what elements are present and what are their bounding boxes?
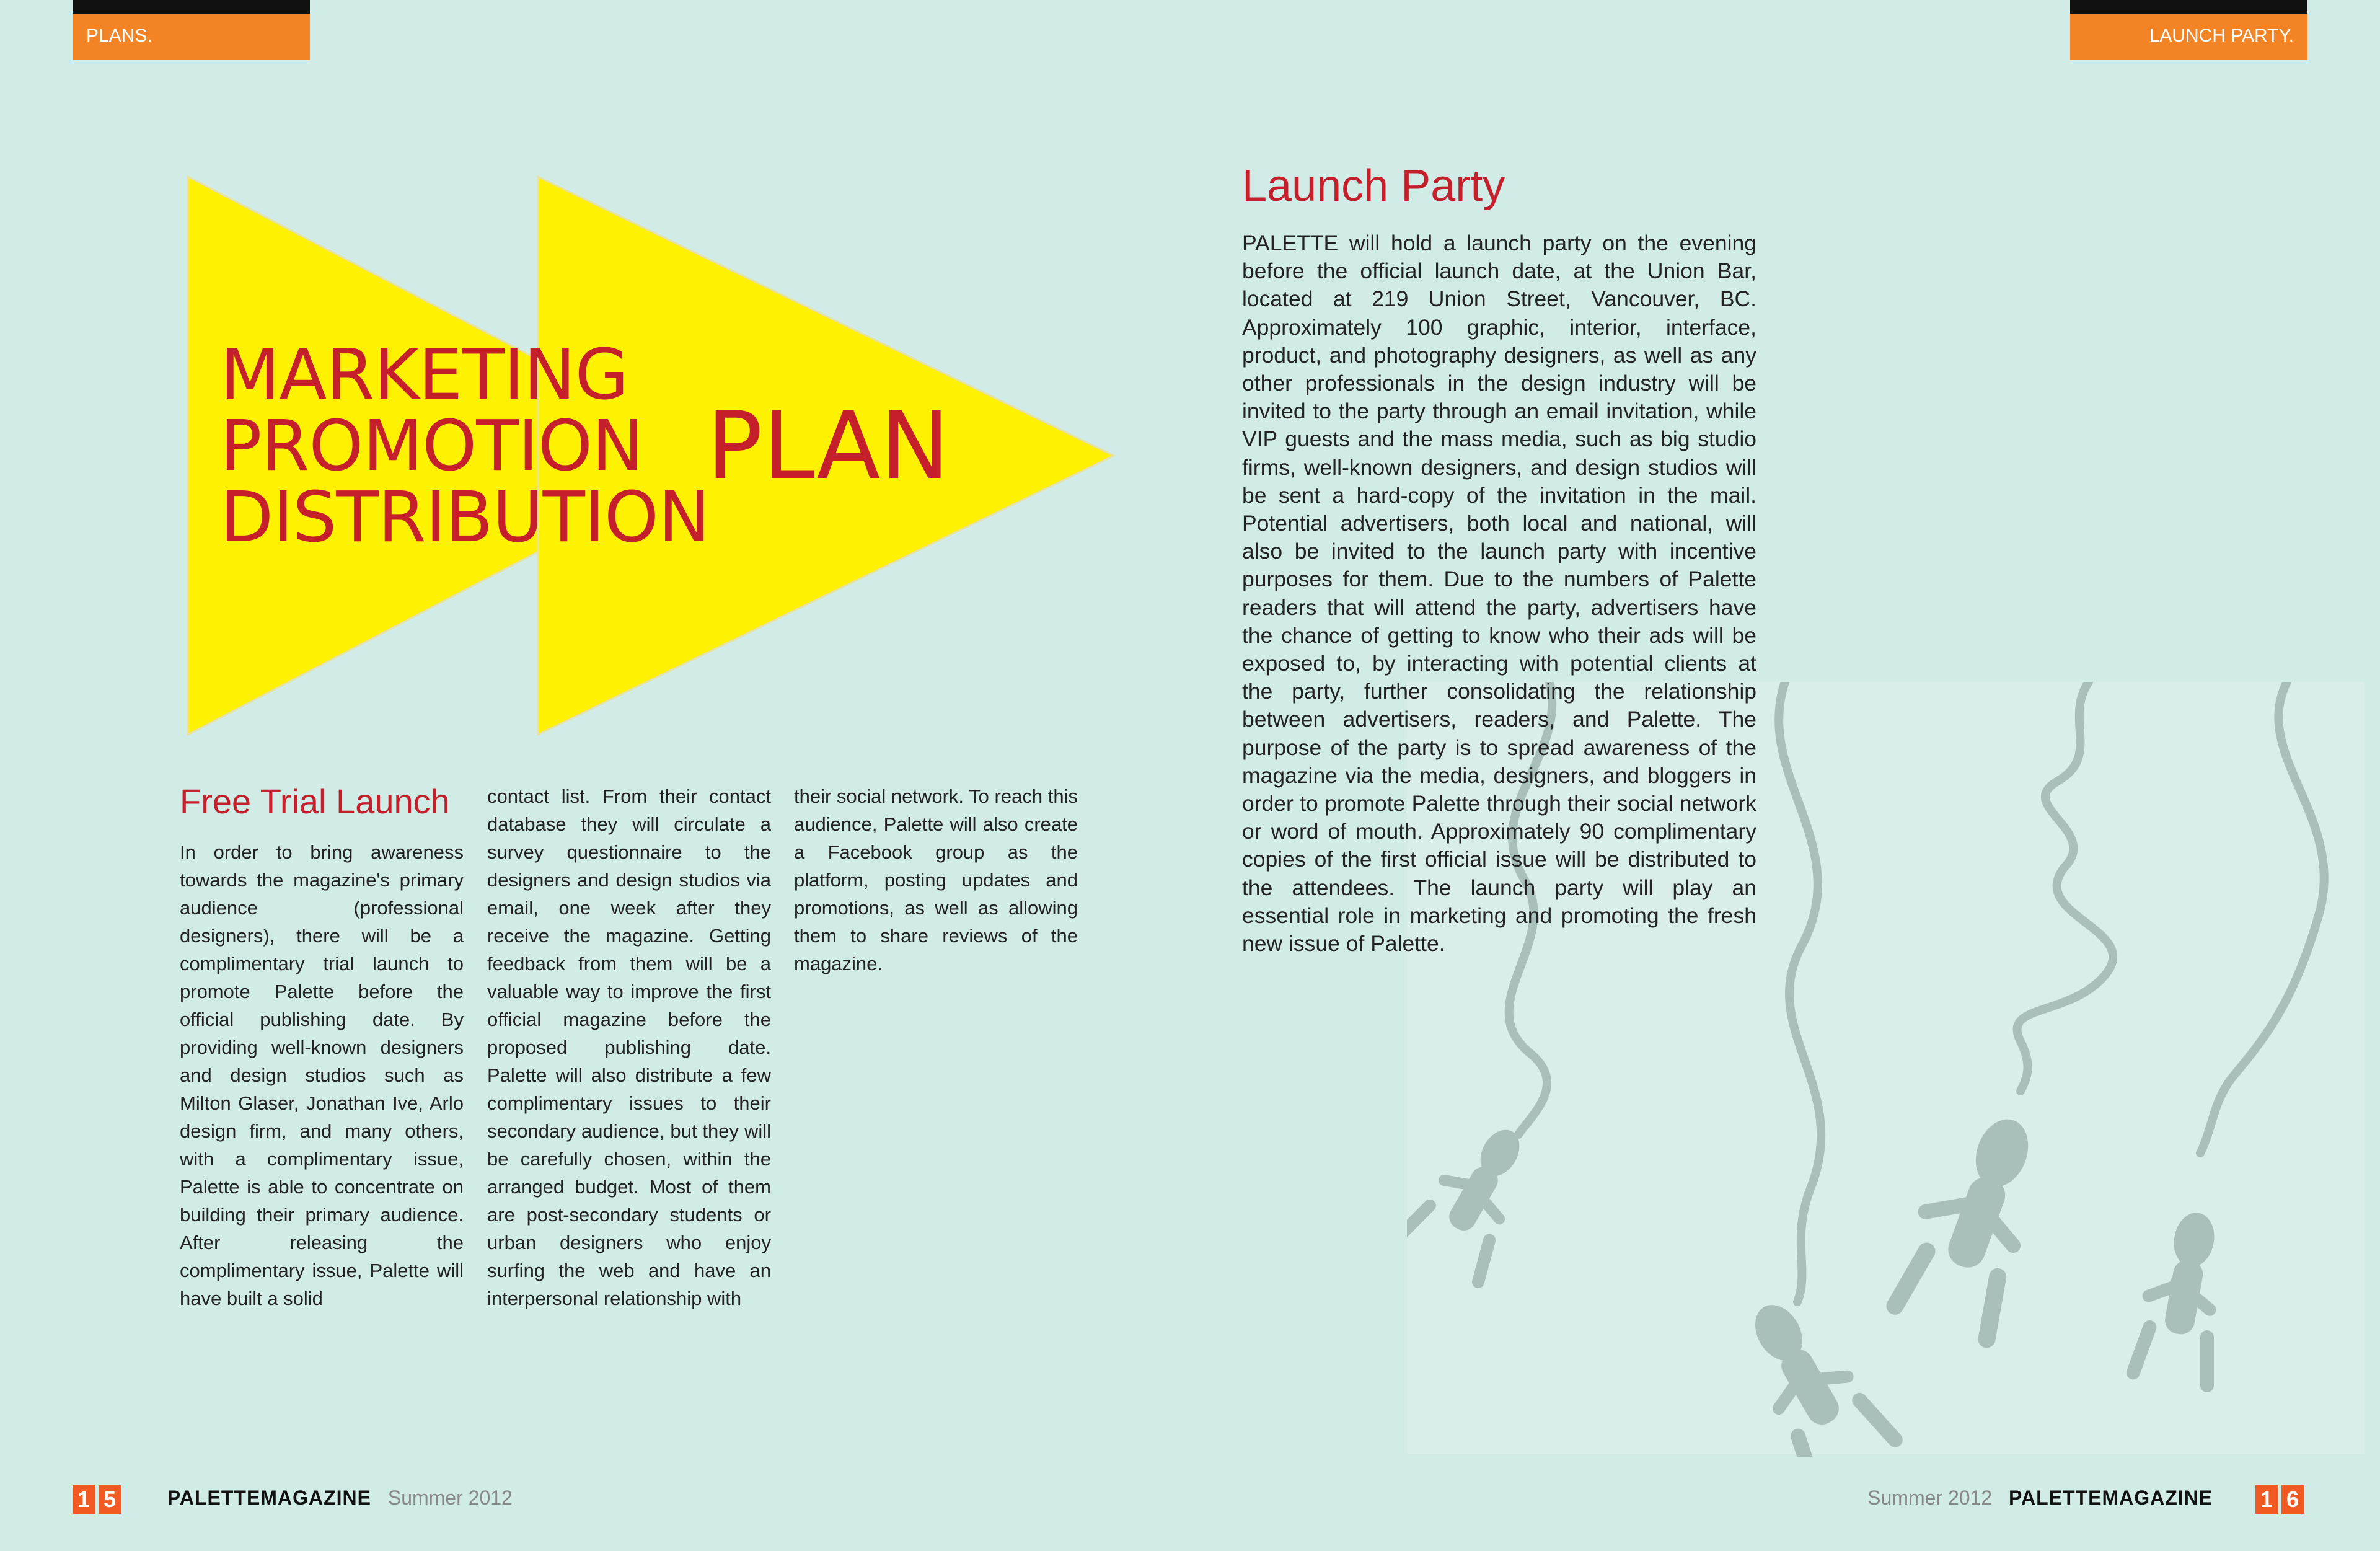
page-number-digit: 1 [73,1485,95,1514]
header-tab-plans: PLANS. [73,0,310,60]
page-number-digit: 1 [2255,1485,2278,1514]
footer-magazine-name: PALETTEMAGAZINE [2009,1487,2213,1509]
page-number-digit: 5 [99,1485,121,1514]
title-stack [220,335,710,558]
launch-party-body: PALETTE will hold a launch party on the evening before the official launch date, at the Union Bar, located at 219 Union Street, Vancouver, BC. Approximately 100 graphic, interior, interface, product, and photography designers, as well as any other professionals in the design industry will be invited to the party through an email invitation, while VIP guests and the mass media, such as big studio firms, well-known designers, and design studios will be sent a hard-copy of the invitation in the mail. Potential advertisers, both local and national, will also be invited to the launch party with incentive purposes for them. Due to the numbers of Palette readers that will attend the party, advertisers have the chance of getting to know who their ads will be exposed to, by interacting with potential clients at the party, further consolidating the relationship between advertisers, readers, and Palette. The purpose of the party is to spread awareness of the magazine via the media, designers, and bloggers in order to promote Palette through their social network or word of mouth. Approximately 90 complimentary copies of the first official issue will be distributed to the attendees. The launch party will play an essential role in marketing and promoting the fresh new issue of Palette. [1242,231,1756,957]
column-2: contact list. From their contact database they will circulate a survey questionnaire to the designers and design studios via email, one week after they receive the magazine. Getting feedback from them will be a valuable way to improve the first official magazine before the proposed publishing date. Palette will also distribute a few complimentary issues to their secondary audience, but they will be carefully chosen, within the arranged budget. Most of them are post-secondary students or urban designers who enjoy surfing the web and have an interpersonal relationship with [487,785,771,1309]
footer-left [73,1482,513,1514]
title-plan: PLAN [707,392,950,500]
footer-season: Summer 2012 [1867,1487,1993,1509]
heading-free-trial-launch: Free Trial Launch [180,782,450,821]
header-tab-launch-party: LAUNCH PARTY. [2070,0,2307,60]
heading-launch-party: Launch Party [1242,161,1505,211]
column-1: In order to bring awareness towards the magazine's primary audience (professional designers), there will be a complimentary trial launch to promote Palette before the official publishing date. By providing well-known designers and design studios such as Milton Glaser, Jonathan Ive, Arlo design firm, and many others, with a complimentary issue, Palette is able to concentrate on building their primary audience. After releasing the complimentary issue, Palette will have built a solid [180,841,464,1309]
column-3: their social network. To reach this audience, Palette will also create a Facebook group as the platform, posting updates and promotions, as well as allowing them to share reviews of the magazine. [794,785,1078,974]
footer-right [1867,1482,2307,1514]
title-line-marketing: MARKETING [220,335,628,415]
title-line-promotion: PROMOTION [220,406,643,487]
title-line-distribution: DISTRIBUTION [220,477,710,558]
footer-season: Summer 2012 [387,1487,513,1509]
page-number-digit: 6 [2281,1485,2304,1514]
footer-magazine-name: PALETTEMAGAZINE [167,1487,371,1509]
